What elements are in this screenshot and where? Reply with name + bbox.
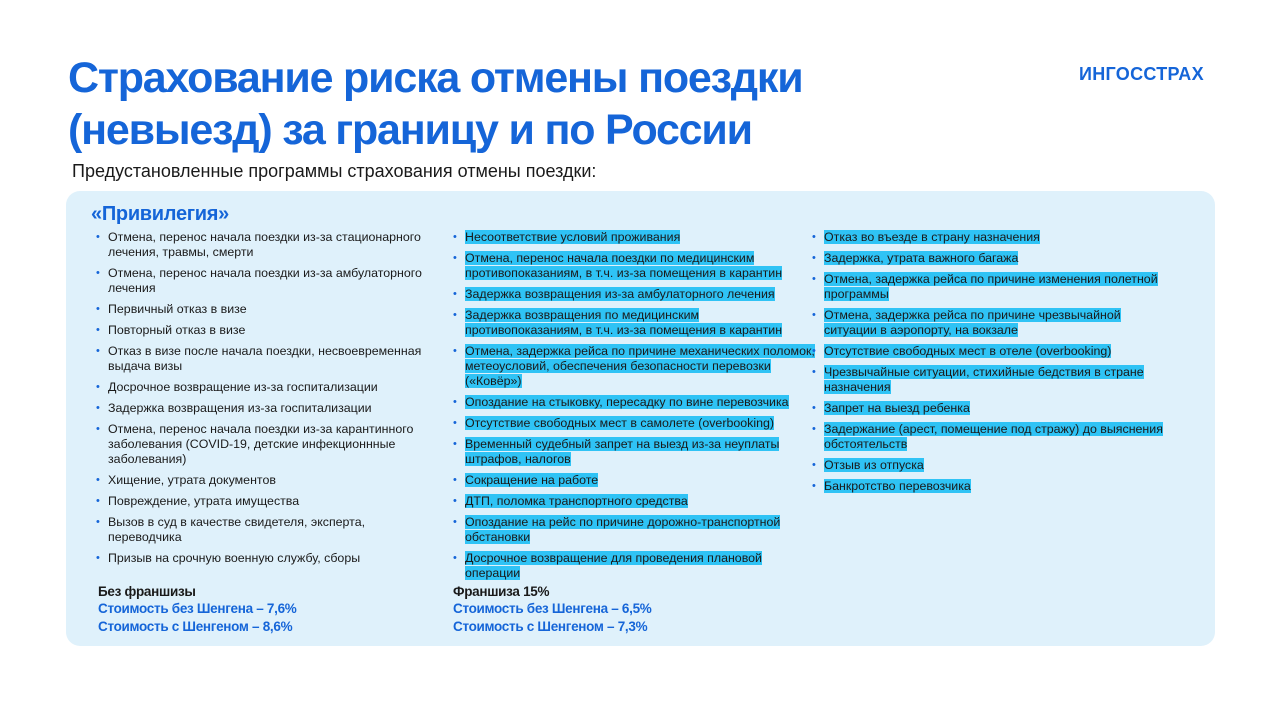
risk-list-item — [96, 323, 441, 338]
risk-item-text: Досрочное возвращение для проведения плановой операции — [465, 551, 762, 580]
risk-item-text: Отзыв из отпуска — [824, 458, 924, 472]
risk-list-item — [453, 551, 815, 581]
risk-list-item — [453, 395, 815, 410]
risk-list-item — [96, 380, 441, 395]
title-line-1: Страхование риска отмены поездки — [68, 54, 803, 102]
risk-item-text: Задержание (арест, помещение под стражу) до выяснения обстоятельств — [824, 422, 1163, 451]
risk-item-text: Отказ во въезде в страну назначения — [824, 230, 1040, 244]
risk-list-item — [96, 422, 441, 467]
risk-list-item — [96, 494, 441, 509]
risk-list-item — [453, 230, 815, 245]
risk-list-item — [453, 437, 815, 467]
risk-item-text: Отмена, задержка рейса по причине механических поломок, метеоусловий, обеспечения безопасности перевозки («Ковёр») — [465, 344, 815, 388]
risk-item-text: Повторный отказ в визе — [108, 323, 246, 337]
risk-item-text: Отмена, задержка рейса по причине изменения полетной программы — [824, 272, 1158, 301]
risk-item-text: Отмена, перенос начала поездки по медицинским противопоказаниям, в т.ч. из-за помещения в карантин — [465, 251, 783, 280]
risk-list-item — [453, 416, 815, 431]
risk-list-item — [453, 308, 815, 338]
pricing-heading: Франшиза 15% — [453, 584, 550, 599]
risk-item-text: Первичный отказ в визе — [108, 302, 247, 316]
risk-item-text: Задержка возвращения по медицинским противопоказаниям, в т.ч. из-за помещения в карантин — [465, 308, 783, 337]
risk-item-text: Отмена, перенос начала поездки из-за карантинного заболевания (COVID-19, детские инфекционнные заболевания) — [108, 422, 414, 466]
price-with-schengen: Стоимость с Шенгеном – 7,3% — [453, 619, 648, 634]
risk-item-text: Чрезвычайные ситуации, стихийные бедствия в стране назначения — [824, 365, 1144, 394]
price-without-schengen: Стоимость без Шенгена – 6,5% — [453, 601, 652, 616]
risk-list-column-3 — [812, 230, 1174, 500]
risk-item-text: Сокращение на работе — [465, 473, 599, 487]
risk-list-item — [96, 230, 441, 260]
risk-item-text: Отказ в визе после начала поездки, несвоевременная выдача визы — [108, 344, 422, 373]
price-with-schengen: Стоимость с Шенгеном – 8,6% — [98, 619, 293, 634]
risk-list-item — [453, 494, 815, 509]
risk-list-item — [812, 251, 1174, 266]
risk-item-text: Отсутствие свободных мест в самолете (overbooking) — [465, 416, 774, 430]
risk-list-item — [96, 401, 441, 416]
price-without-schengen: Стоимость без Шенгена – 7,6% — [98, 601, 297, 616]
risk-item-text: ДТП, поломка транспортного средства — [465, 494, 688, 508]
risk-item-text: Банкротство перевозчика — [824, 479, 971, 493]
risk-item-text: Задержка, утрата важного багажа — [824, 251, 1019, 265]
risk-list-column-1 — [96, 230, 441, 572]
pricing-no-deductible — [98, 583, 296, 636]
risk-list-item — [453, 515, 815, 545]
risk-list-item — [812, 401, 1174, 416]
page-subtitle: Предустановленные программы страхования отмены поездки: — [72, 161, 597, 181]
risk-item-text: Отмена, задержка рейса по причине чрезвычайной ситуации в аэропорту, на вокзале — [824, 308, 1121, 337]
risk-list-item — [812, 272, 1174, 302]
risk-list-item — [453, 473, 815, 488]
risk-list-item — [812, 422, 1174, 452]
risk-list-item — [453, 287, 815, 302]
pricing-heading: Без франшизы — [98, 584, 196, 599]
risk-item-text: Повреждение, утрата имущества — [108, 494, 300, 508]
risk-list-item — [96, 266, 441, 296]
risk-list-item — [812, 308, 1174, 338]
risk-list-item — [812, 344, 1174, 359]
risk-item-text: Несоответствие условий проживания — [465, 230, 681, 244]
risk-item-text: Хищение, утрата документов — [108, 473, 276, 487]
risk-list-item — [96, 551, 441, 566]
risk-list-column-2 — [453, 230, 815, 587]
risk-item-text: Вызов в суд в качестве свидетеля, эксперта, переводчика — [108, 515, 366, 544]
risk-item-text: Опоздание на рейс по причине дорожно-транспортной обстановки — [465, 515, 781, 544]
risk-list-item — [96, 473, 441, 488]
risk-item-text: Опоздание на стыковку, пересадку по вине перевозчика — [465, 395, 789, 409]
risk-list-item — [453, 251, 815, 281]
title-line-2: (невыезд) за границу и по России — [68, 106, 752, 154]
risk-item-text: Запрет на выезд ребенка — [824, 401, 970, 415]
page-title — [68, 52, 968, 156]
risk-list-item — [812, 479, 1174, 494]
risk-item-text: Задержка возвращения из-за госпитализации — [108, 401, 372, 415]
risk-item-text: Отмена, перенос начала поездки из-за амбулаторного лечения — [108, 266, 422, 295]
risk-item-text: Отсутствие свободных мест в отеле (overbooking) — [824, 344, 1112, 358]
company-logo: ИНГОССТРАХ — [1079, 64, 1204, 84]
risk-list-item — [812, 458, 1174, 473]
program-name: «Привилегия» — [91, 203, 229, 225]
pricing-deductible — [453, 583, 651, 636]
risk-item-text: Отмена, перенос начала поездки из-за стационарного лечения, травмы, смерти — [108, 230, 421, 259]
risk-item-text: Призыв на срочную военную службу, сборы — [108, 551, 361, 565]
risk-list-item — [812, 365, 1174, 395]
risk-list-item — [453, 344, 815, 389]
risk-item-text: Задержка возвращения из-за амбулаторного лечения — [465, 287, 775, 301]
risk-item-text: Временный судебный запрет на выезд из-за неуплаты штрафов, налогов — [465, 437, 780, 466]
risk-list-item — [96, 344, 441, 374]
risk-list-item — [96, 515, 441, 545]
risk-list-item — [812, 230, 1174, 245]
risk-list-item — [96, 302, 441, 317]
risk-item-text: Досрочное возвращение из-за госпитализации — [108, 380, 378, 394]
